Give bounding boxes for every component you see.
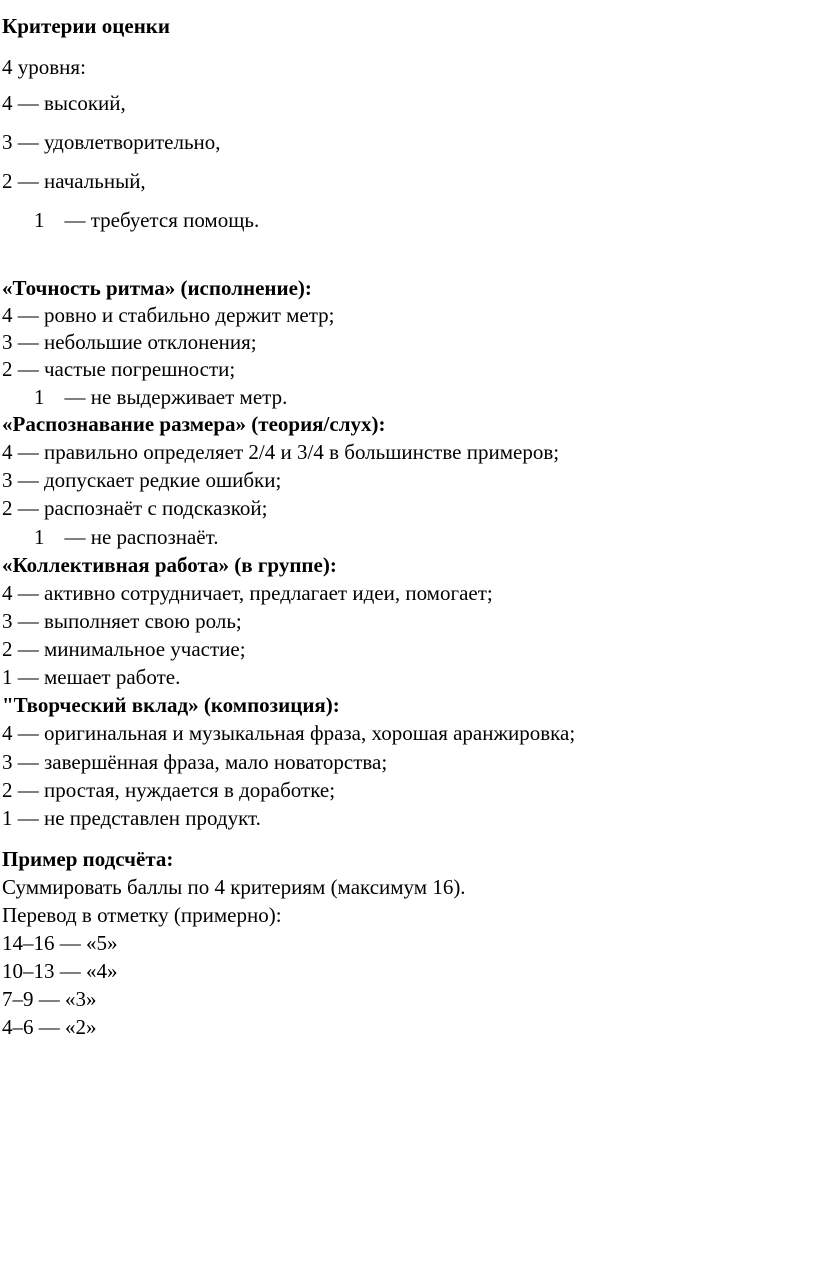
- criterion-item: 2 — частые погрешности;: [2, 357, 236, 381]
- level-item-indented: [34, 207, 259, 233]
- criterion-item-indented: [34, 524, 218, 550]
- levels-heading: 4 уровня:: [2, 55, 86, 79]
- criterion-item-indented: [34, 384, 287, 410]
- level-item: 2 — начальный,: [2, 169, 146, 193]
- example-line: 4–6 — «2»: [2, 1015, 97, 1039]
- criterion-item: 3 — небольшие отклонения;: [2, 330, 257, 354]
- criterion-text: — не распознаёт.: [64, 525, 219, 549]
- criterion-item: 4 — оригинальная и музыкальная фраза, хорошая аранжировка;: [2, 721, 576, 745]
- criterion-title-teamwork: «Коллективная работа» (в группе):: [2, 553, 337, 577]
- criterion-item: 3 — допускает редкие ошибки;: [2, 468, 282, 492]
- example-line: 14–16 — «5»: [2, 931, 118, 955]
- level-number: 1: [34, 208, 45, 232]
- criterion-item: 4 — ровно и стабильно держит метр;: [2, 303, 335, 327]
- level-item: 3 — удовлетворительно,: [2, 130, 221, 154]
- criterion-title-rhythm: «Точность ритма» (исполнение):: [2, 276, 312, 300]
- criterion-item: 4 — правильно определяет 2/4 и 3/4 в большинстве примеров;: [2, 440, 560, 464]
- criterion-title-creative: "Творческий вклад» (композиция):: [2, 693, 340, 717]
- level-item: 4 — высокий,: [2, 91, 126, 115]
- criterion-item: 4 — активно сотрудничает, предлагает идеи, помогает;: [2, 581, 493, 605]
- criterion-item: 2 — распознаёт с подсказкой;: [2, 496, 268, 520]
- example-line: Суммировать баллы по 4 критериям (максимум 16).: [2, 875, 466, 899]
- criterion-item: 1 — не представлен продукт.: [2, 806, 261, 830]
- example-title: Пример подсчёта:: [2, 847, 174, 871]
- example-line: 7–9 — «3»: [2, 987, 97, 1011]
- example-line: Перевод в отметку (примерно):: [2, 903, 282, 927]
- example-line: 10–13 — «4»: [2, 959, 118, 983]
- criterion-item: 3 — выполняет свою роль;: [2, 609, 242, 633]
- criterion-item: 3 — завершённая фраза, мало новаторства;: [2, 750, 388, 774]
- criterion-item: 2 — минимальное участие;: [2, 637, 246, 661]
- criterion-item: 1 — мешает работе.: [2, 665, 181, 689]
- criterion-title-meter: «Распознавание размера» (теория/слух):: [2, 412, 386, 436]
- document-title: Критерии оценки: [2, 14, 170, 38]
- criterion-text: — не выдерживает метр.: [64, 385, 288, 409]
- level-text: — требуется помощь.: [64, 208, 260, 232]
- criterion-item: 2 — простая, нуждается в доработке;: [2, 778, 336, 802]
- criterion-number: 1: [34, 385, 45, 409]
- criterion-number: 1: [34, 525, 45, 549]
